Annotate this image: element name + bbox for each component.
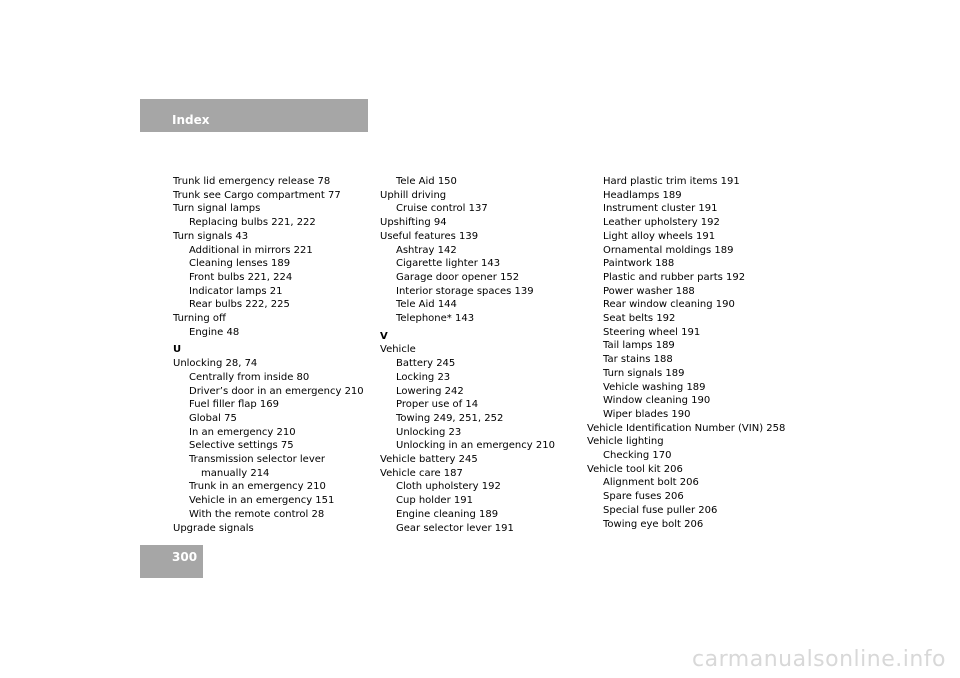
- index-subentry: Transmission selector lever: [189, 454, 326, 466]
- index-subentry: Cigarette lighter 143: [396, 258, 501, 270]
- index-subentry: Engine cleaning 189: [396, 508, 499, 520]
- index-subentry: Rear window cleaning 190: [603, 299, 735, 311]
- index-subentry: Engine 48: [189, 326, 240, 338]
- index-subentry: Spare fuses 206: [603, 491, 684, 503]
- index-entry: Vehicle care 187: [380, 467, 463, 479]
- index-subentry: Indicator lamps 21: [189, 285, 283, 297]
- index-subentry: Fuel filler flap 169: [189, 399, 279, 411]
- index-column-3: [587, 175, 792, 531]
- index-letter-heading: V: [380, 330, 388, 342]
- index-entry: Vehicle lighting: [587, 436, 664, 448]
- index-entry: Useful features 139: [380, 230, 479, 242]
- index-subentry: Unlocking 23: [396, 426, 462, 438]
- index-subentry: Proper use of 14: [396, 399, 479, 411]
- index-subentry: Ornamental moldings 189: [603, 244, 734, 256]
- index-subentry: Special fuse puller 206: [603, 504, 718, 516]
- index-subentry: Cloth upholstery 192: [396, 481, 501, 493]
- index-subentry: Interior storage spaces 139: [396, 285, 534, 297]
- index-subentry: Trunk in an emergency 210: [189, 481, 326, 493]
- index-subentry: Leather upholstery 192: [603, 217, 720, 229]
- index-subentry: Instrument cluster 191: [603, 203, 718, 215]
- index-subentry: Gear selector lever 191: [396, 522, 514, 534]
- index-subentry: Replacing bulbs 221, 222: [189, 217, 316, 229]
- index-entry: Vehicle: [380, 344, 416, 356]
- index-subentry: Global 75: [189, 412, 237, 424]
- index-entry: Trunk lid emergency release 78: [173, 176, 331, 187]
- index-subentry: Steering wheel 191: [603, 326, 701, 338]
- index-subentry: Battery 245: [396, 358, 456, 370]
- index-subentry: Headlamps 189: [603, 189, 682, 201]
- index-entry: Turning off: [173, 313, 226, 325]
- index-subentry: Cruise control 137: [396, 203, 488, 215]
- index-subentry: Seat belts 192: [603, 313, 676, 325]
- index-subentry: Turn signals 189: [603, 367, 685, 379]
- index-column-1: [173, 175, 378, 535]
- index-subentry: Paintwork 188: [603, 258, 675, 270]
- page-number-box: [140, 545, 203, 578]
- index-subentry: Lowering 242: [396, 385, 464, 397]
- index-subentry: Alignment bolt 206: [603, 477, 699, 489]
- section-title: Index: [172, 113, 210, 127]
- index-subentry: Window cleaning 190: [603, 395, 711, 407]
- index-letter-heading: U: [173, 344, 182, 356]
- index-subentry: Garage door opener 152: [396, 271, 520, 283]
- index-subentry: Cup holder 191: [396, 495, 473, 507]
- index-subentry: Wiper blades 190: [603, 408, 691, 420]
- index-subentry: In an emergency 210: [189, 426, 296, 438]
- index-subentry: Centrally from inside 80: [189, 371, 310, 383]
- index-entry: Turn signals 43: [173, 230, 249, 242]
- index-subentry: Towing eye bolt 206: [603, 518, 704, 530]
- index-subentry: Locking 23: [396, 371, 451, 383]
- index-subentry: Selective settings 75: [189, 440, 294, 452]
- index-entry: Unlocking 28, 74: [173, 358, 258, 370]
- index-subentry: Additional in mirrors 221: [189, 244, 313, 256]
- watermark: carmanualsonline.info: [692, 647, 946, 672]
- index-subentry: Tele Aid 144: [396, 299, 457, 311]
- index-subentry: Checking 170: [603, 450, 672, 462]
- index-entry: Uphill driving: [380, 189, 447, 201]
- index-subentry: Power washer 188: [603, 285, 695, 297]
- index-subentry: Plastic and rubber parts 192: [603, 271, 746, 283]
- index-subentry: Tar stains 188: [603, 354, 673, 366]
- index-entry: Turn signal lamps: [173, 203, 261, 215]
- index-subentry: Light alloy wheels 191: [603, 230, 716, 242]
- index-subentry: Hard plastic trim items 191: [603, 176, 740, 187]
- index-subentry: Towing 249, 251, 252: [396, 412, 504, 424]
- index-entry: Vehicle battery 245: [380, 454, 478, 466]
- index-subentry: Vehicle in an emergency 151: [189, 495, 335, 507]
- index-subentry: manually 214: [201, 467, 270, 479]
- index-subentry: Telephone* 143: [396, 313, 475, 325]
- index-subentry: Ashtray 142: [396, 244, 457, 256]
- index-entry: Vehicle Identification Number (VIN) 258: [587, 422, 786, 434]
- index-subentry: Tail lamps 189: [603, 340, 675, 352]
- page-number: 300: [172, 550, 198, 564]
- index-column-2: [380, 175, 585, 535]
- index-entry: Vehicle tool kit 206: [587, 463, 683, 475]
- index-subentry: Rear bulbs 222, 225: [189, 299, 290, 311]
- section-header-bar: [140, 99, 368, 132]
- index-entry: Upgrade signals: [173, 522, 254, 534]
- index-entry: Upshifting 94: [380, 217, 447, 229]
- index-subentry: Front bulbs 221, 224: [189, 271, 293, 283]
- index-subentry: Unlocking in an emergency 210: [396, 440, 555, 452]
- index-subentry: With the remote control 28: [189, 508, 325, 520]
- index-subentry: Vehicle washing 189: [603, 381, 706, 393]
- index-subentry: Cleaning lenses 189: [189, 258, 291, 270]
- index-subentry: Tele Aid 150: [396, 176, 457, 187]
- index-entry: Trunk see Cargo compartment 77: [173, 189, 341, 201]
- index-subentry: Driver’s door in an emergency 210: [189, 385, 364, 397]
